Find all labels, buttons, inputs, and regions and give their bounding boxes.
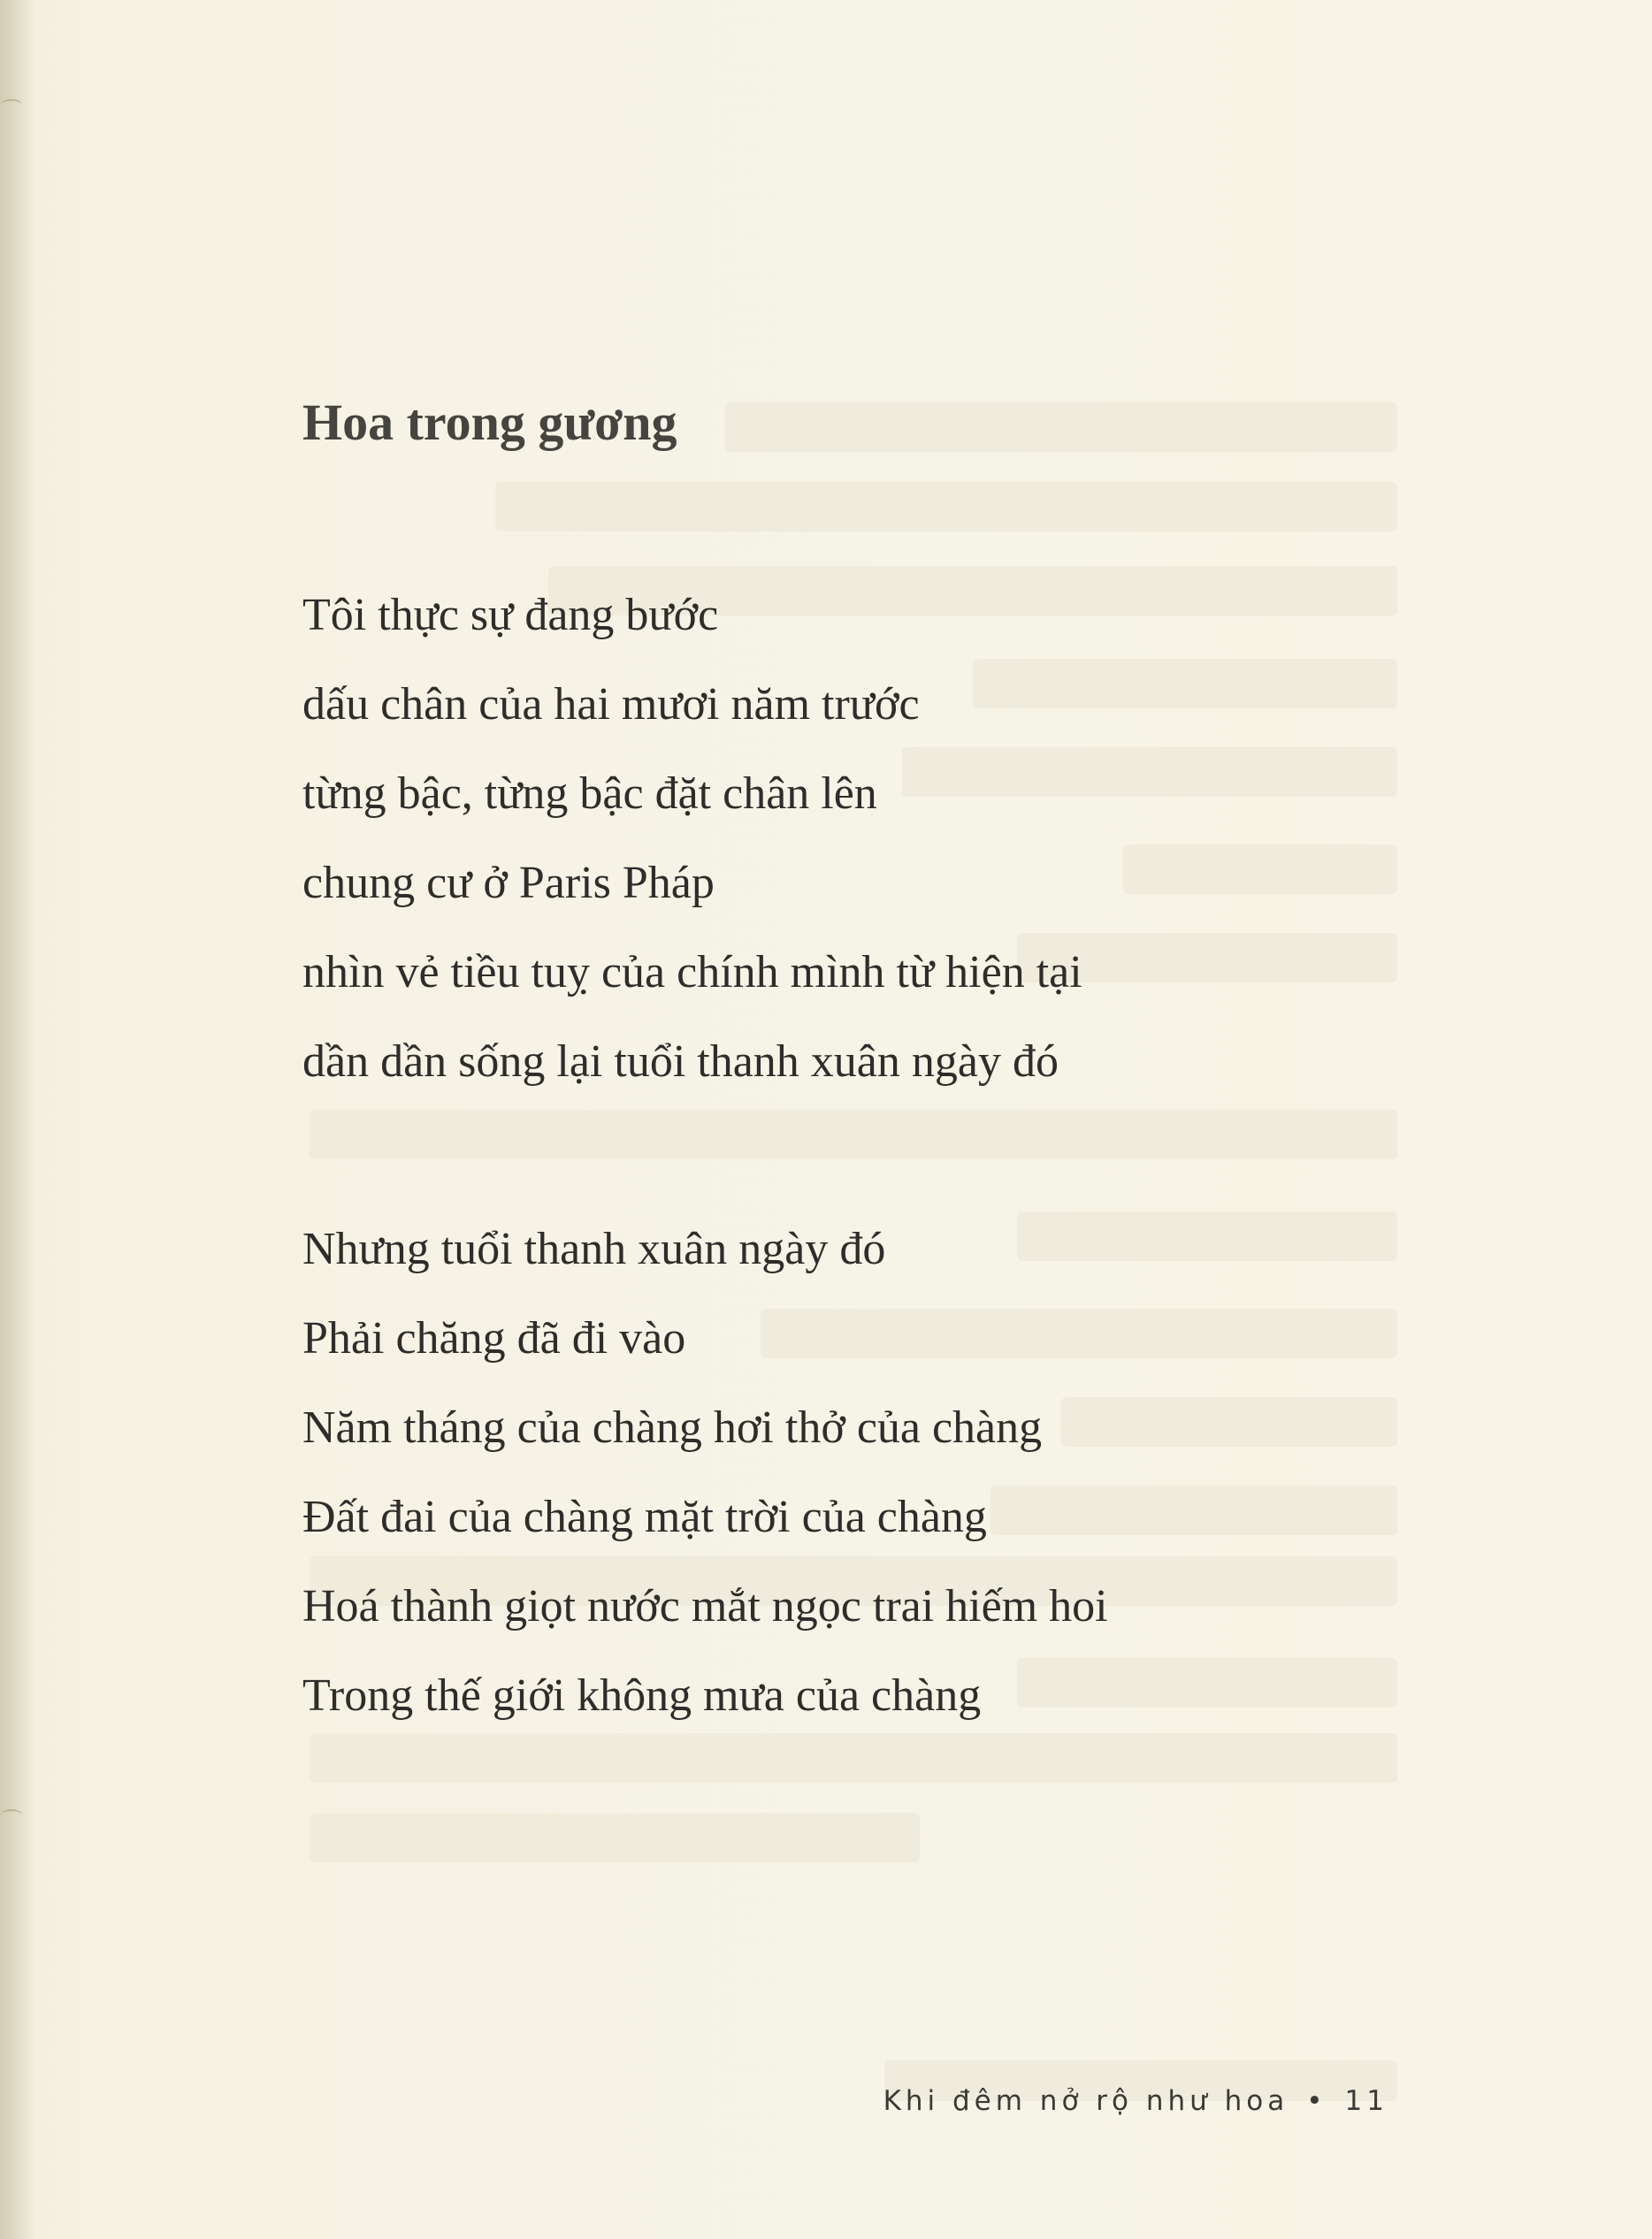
page-number: 11 <box>1344 2085 1388 2117</box>
poem-line: chung cư ở Paris Pháp <box>302 858 715 908</box>
book-title: Khi đêm nở rộ như hoa <box>883 2085 1289 2117</box>
show-through-text <box>1123 844 1397 894</box>
poem-line: Trong thế giới không mưa của chàng <box>302 1670 982 1721</box>
poem-line: Đất đai của chàng mặt trời của chàng <box>302 1492 987 1542</box>
show-through-text <box>495 482 1397 531</box>
show-through-text <box>1061 1397 1397 1447</box>
poem-line: Năm tháng của chàng hơi thở của chàng <box>302 1402 1043 1453</box>
poem-title: Hoa trong gương <box>302 394 677 451</box>
show-through-text <box>310 1110 1397 1159</box>
poem-line: từng bậc, từng bậc đặt chân lên <box>302 768 877 819</box>
poem-line: Nhưng tuổi thanh xuân ngày đó <box>302 1224 886 1274</box>
binding-mark <box>0 99 23 113</box>
show-through-text <box>310 1813 920 1862</box>
running-footer <box>883 2080 1388 2122</box>
poem-line: nhìn vẻ tiều tuỵ của chính mình từ hiện tại <box>302 947 1082 997</box>
poem-line: Tôi thực sự đang bước <box>302 590 719 640</box>
show-through-text <box>725 402 1397 452</box>
poem-line: Hoá thành giọt nước mắt ngọc trai hiếm hoi <box>302 1581 1108 1631</box>
poem-line: Phải chăng đã đi vào <box>302 1313 686 1364</box>
poem-stanza-1 <box>302 570 1082 1106</box>
poem-stanza-2 <box>302 1204 1108 1740</box>
show-through-text <box>310 1733 1397 1783</box>
poem-line: dần dần sống lại tuổi thanh xuân ngày đó <box>302 1036 1059 1087</box>
poem-line: dấu chân của hai mươi năm trước <box>302 679 920 730</box>
binding-mark <box>0 1809 23 1823</box>
page-gutter-shadow <box>0 0 35 2239</box>
footer-separator: • <box>1306 2085 1327 2117</box>
